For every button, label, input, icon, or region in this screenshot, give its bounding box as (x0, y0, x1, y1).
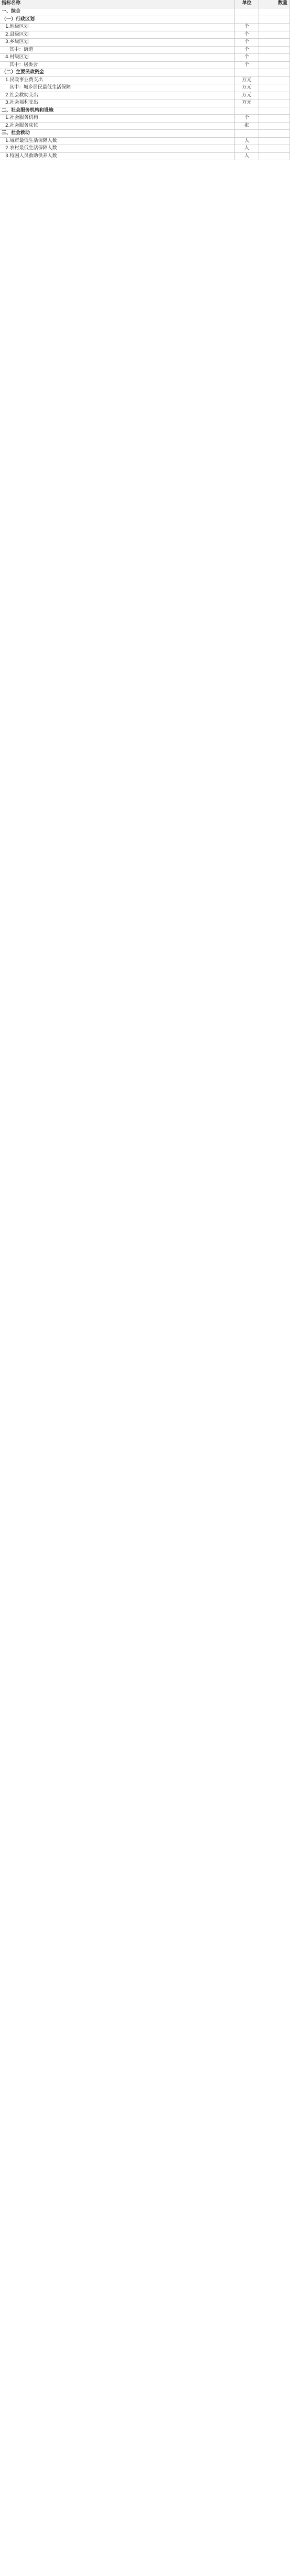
indicator-name: 1.地级区划 (0, 24, 235, 31)
table-row (0, 24, 290, 31)
indicator-name: 2.农村最低生活保障人数 (0, 145, 235, 152)
indicator-value (259, 16, 290, 24)
indicator-unit: 人 (235, 138, 259, 145)
table-row (0, 77, 290, 85)
indicator-value (259, 145, 290, 152)
indicator-value (259, 138, 290, 145)
indicator-value (259, 84, 290, 92)
indicator-value (259, 107, 290, 115)
indicator-name: 其中：居委会 (0, 62, 235, 69)
table-row (0, 99, 290, 107)
indicator-value (259, 24, 290, 31)
indicator-unit: 个 (235, 54, 259, 61)
indicator-unit: 人 (235, 145, 259, 152)
indicator-unit: 个 (235, 62, 259, 69)
indicator-name: 一、综合 (0, 8, 235, 16)
section-row (0, 69, 290, 77)
table-row (0, 31, 290, 39)
indicator-value (259, 130, 290, 137)
section-row (0, 8, 290, 16)
indicator-unit: 万元 (235, 77, 259, 84)
table-row (0, 123, 290, 130)
column-header-unit: 单位 (235, 0, 259, 8)
indicator-value (259, 115, 290, 122)
indicator-name: 3.特困人员救助供养人数 (0, 153, 235, 160)
indicator-name: 4.村级区划 (0, 54, 235, 61)
table-row (0, 153, 290, 161)
indicator-name: 其中：城乡居民最低生活保障 (0, 84, 235, 92)
table-row (0, 47, 290, 54)
indicator-name: （一）行政区划 (0, 16, 235, 24)
table-row (0, 62, 290, 70)
indicator-name: （二）主要民政资金 (0, 69, 235, 76)
section-row (0, 16, 290, 24)
indicator-unit: 万元 (235, 92, 259, 99)
indicator-unit: 个 (235, 115, 259, 122)
indicator-name: 2.县级区划 (0, 31, 235, 39)
table-row (0, 39, 290, 47)
indicator-unit (235, 69, 259, 76)
indicator-unit: 个 (235, 31, 259, 39)
table-row (0, 84, 290, 92)
table-row (0, 115, 290, 123)
indicator-unit: 人 (235, 153, 259, 160)
table-row (0, 145, 290, 153)
indicator-value (259, 39, 290, 46)
indicator-unit: 个 (235, 39, 259, 46)
section-row (0, 130, 290, 138)
indicator-value (259, 69, 290, 76)
column-header-name: 指标名称 (0, 0, 235, 8)
indicator-value (259, 92, 290, 99)
indicator-name: 3.社会福利支出 (0, 99, 235, 107)
indicator-unit (235, 16, 259, 24)
indicator-name: 三、社会救助 (0, 130, 235, 137)
indicator-name: 二、社会服务机构和设施 (0, 107, 235, 115)
indicator-unit: 万元 (235, 84, 259, 92)
indicator-name: 1.民政事业费支出 (0, 77, 235, 84)
column-header-value: 数量 (259, 0, 290, 8)
table-body (0, 8, 290, 160)
indicator-name: 2.社会救助支出 (0, 92, 235, 99)
indicator-unit: 个 (235, 24, 259, 31)
indicator-unit (235, 130, 259, 137)
indicator-unit (235, 107, 259, 115)
table-row (0, 138, 290, 146)
indicator-unit: 万元 (235, 99, 259, 107)
indicator-name: 其中：街道 (0, 47, 235, 54)
indicator-value (259, 54, 290, 61)
indicator-value (259, 62, 290, 69)
indicator-unit: 个 (235, 47, 259, 54)
indicator-value (259, 77, 290, 84)
indicator-value (259, 8, 290, 16)
indicator-unit (235, 8, 259, 16)
indicator-name: 1.城市最低生活保障人数 (0, 138, 235, 145)
indicator-name: 2.社会服务床位 (0, 123, 235, 130)
indicator-name: 1.社会服务机构 (0, 115, 235, 122)
table-header (0, 0, 290, 8)
indicator-value (259, 123, 290, 130)
table-row (0, 54, 290, 62)
indicator-name: 3.乡级区划 (0, 39, 235, 46)
indicator-value (259, 99, 290, 107)
indicator-value (259, 47, 290, 54)
indicator-value (259, 153, 290, 160)
table-row (0, 92, 290, 100)
indicator-value (259, 31, 290, 39)
section-row (0, 107, 290, 115)
statistics-table (0, 0, 290, 160)
indicator-unit: 张 (235, 123, 259, 130)
